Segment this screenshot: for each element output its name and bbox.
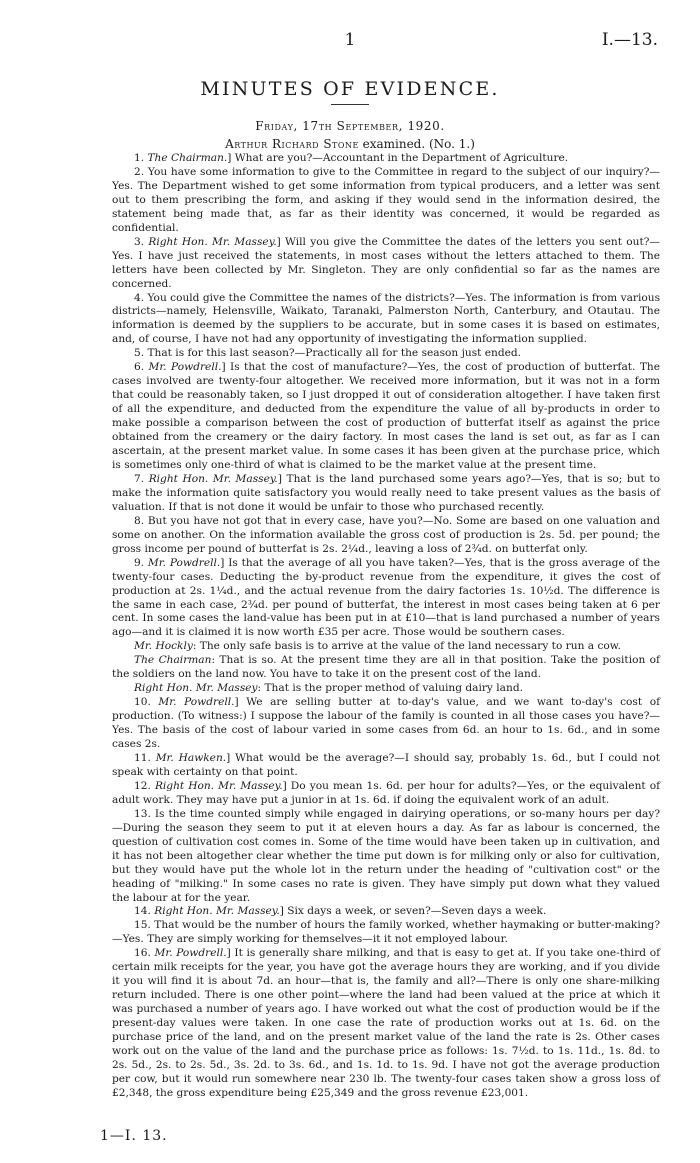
evidence-paragraph: 6. Mr. Powdrell.] Is that the cost of manufacture?—Yes, the cost of production of butterfat. The cases involved are twenty-four altogether. We received more information, but it was not in a form that could be reasonably taken, so I just dropped it out of consideration altogether. I have taken first of all the expenditure, and deducted from the expenditure the value of all by-products in order to make possible a comparison between the cost of production of butterfat itself as against the price obtained from the creamery or the dairy factory. In most cases the land is set out, as far as I can ascertain, at the present market value. In some cases it has been given at the purchase price, which is sometimes only one-third of what is claimed to be the market value at the present time.	[112, 361, 660, 471]
evidence-paragraph: 14. Right Hon. Mr. Massey.] Six days a week, or seven?—Seven days a week.	[134, 905, 547, 918]
evidence-paragraph: 7. Right Hon. Mr. Massey.] That is the land purchased some years ago?—Yes, that is so; but to make the information quite satisfactory you would really need to take present values as the basis of valuation. If that is not done it would be unfair to those who purchased recently.	[112, 472, 660, 513]
evidence-paragraph: 3. Right Hon. Mr. Massey.] Will you give the Committee the dates of the letters you sent out?—Yes. I have just received the statements, in most cases without the letters attached to them. The letters have been collected by Mr. Singleton. They are only confidential so far as the names are concerned.	[112, 235, 660, 290]
witness-name: Arthur Richard Stone	[225, 137, 359, 151]
evidence-paragraph: 15. That would be the number of hours the family worked, whether haymaking or butter-making?—Yes. They are simply working for themselves—it it not employed labour.	[112, 919, 660, 946]
speaker-name: Right Hon. Mr. Massey	[134, 682, 258, 695]
evidence-paragraph: Mr. Hockly: The only safe basis is to arrive at the value of the land necessary to run a cow.	[134, 640, 621, 653]
witness-line	[0, 137, 700, 151]
evidence-paragraph: 8. But you have not got that in every case, have you?—No. Some are based on one valuation and some on another. On the information available the gross cost of production is 2s. 5d. per pound; the gross income per pound of butterfat is 2s. 2¼d., leaving a loss of 2¾d. on butterfat only.	[112, 514, 660, 555]
evidence-paragraph: 12. Right Hon. Mr. Massey.] Do you mean 1s. 6d. per hour for adults?—Yes, or the equivalent of adult work. They may have put a junior in at 1s. 6d. if doing the equivalent work of an adult.	[112, 779, 661, 806]
evidence-paragraph: 16. Mr. Powdrell.] It is generally share milking, and that is easy to get at. If you take one-third of certain milk receipts for the year, you have got the average hours they are working, and if you divide it you will find it is about 7d. an hour—that is, the family and all?—There is only one share-milking return included. There is one other point—where the land had been valued at the price at which it was purchased a number of years ago. I have worked out what the cost of production would be if the present-day values were taken. In one case the rate of production works out at 1s. 6d. on the purchase price of the land, and on the present market value of the land the rate is 2s. Other cases work out on the value of the land and the purchase price as follows: 1s. 7½d. to 1s. 11d., 1s. 8d. to 2s. 5d., 2s. to 2s. 5d., 3s. 2d. to 3s. 6d., and 1s. 1d. to 1s. 9d. I have not got the average production per cow, but it would run somewhere near 230 lb. The twenty-four cases taken show a gross loss of £2,348, the gross expenditure being £25,349 and the gross revenue £23,001.	[112, 947, 661, 1099]
evidence-paragraph: 5. That is for this last season?—Practically all for the season just ended.	[134, 347, 522, 360]
evidence-body	[112, 152, 660, 1101]
evidence-paragraph: 11. Mr. Hawken.] What would be the average?—I should say, probably 1s. 6d., but I could not speak with certainty on that point.	[112, 751, 660, 778]
witness-suffix: examined. (No. 1.)	[358, 137, 475, 151]
printer-signature: 1—I. 13.	[100, 1128, 168, 1144]
speaker-name: Right Hon. Mr. Massey.	[154, 779, 283, 792]
evidence-paragraph: 2. You have some information to give to the Committee in regard to the subject of our inquiry?—Yes. The Department wished to get some information from typical producers, and a letter was sent out to them prescribing the form, and asking if they would send in the information desired, the statement being made that, as far as their identity was concerned, it would be regarded as confidential.	[112, 165, 660, 234]
document-title: MINUTES OF EVIDENCE.	[200, 78, 500, 100]
evidence-paragraph: 10. Mr. Powdrell.] We are selling butter at to-day's value, and we want to-day's cost of production. (To witness:) I suppose the labour of the family is counted in all those cases you have?—Yes. The basis of the cost of labour varied in some cases from 6d. an hour to 1s. 6d., and in some cases 2s.	[112, 696, 660, 751]
evidence-paragraph: 9. Mr. Powdrell.] Is that the average of all you have taken?—Yes, that is the gross average of the twenty-four cases. Deducting the by-product revenue from the expenditure, it gives the cost of production at 2s. 1¼d., and the actual revenue from the dairy factories 1s. 10½d. The difference is the same in each case, 2¾d. per pound of butterfat, the interest in most cases being taken at 6 per cent. In some cases the land-value has been put in at £10—that is land purchased a number of years ago—and it is claimed it is now worth £35 per acre. Those would be southern cases.	[112, 556, 660, 639]
speaker-name: Mr. Hockly	[134, 640, 193, 653]
dateline: Friday, 17th September, 1920.	[255, 119, 445, 133]
page-number: 1	[344, 30, 356, 50]
evidence-paragraph: 1. The Chairman.] What are you?—Accountant in the Department of Agriculture.	[134, 152, 569, 164]
speaker-name: Right Hon. Mr. Massey.	[154, 905, 280, 918]
evidence-paragraph: The Chairman: That is so. At the present time they are all in that position. Take the position of the soldiers on the land now. You have to take it on the present cost of the land.	[112, 654, 660, 681]
speaker-name: Mr. Powdrell.	[154, 947, 227, 960]
speaker-name: Right Hon. Mr. Massey.	[148, 472, 278, 485]
paper-reference: I.—13.	[601, 30, 658, 50]
speaker-name: Mr. Powdrell.	[148, 361, 222, 374]
speaker-name: Mr. Powdrell.	[147, 556, 221, 569]
speaker-name: The Chairman.	[147, 152, 228, 164]
evidence-paragraph: 4. You could give the Committee the names of the districts?—Yes. The information is from various districts—namely, Helensville, Waikato, Taranaki, Palmerston North, Canterbury, and Otautau. The information is deemed by the suppliers to be accurate, but in some cases it is based on estimates, and, of course, I have not had any opportunity of investigating the information supplied.	[112, 291, 660, 346]
speaker-name: Mr. Powdrell.	[158, 696, 235, 709]
evidence-paragraph: 13. Is the time counted simply while engaged in dairying operations, or so-many hours per day?—During the season they seem to put it at eleven hours a day. As far as labour is concerned, the question of cultivation cost comes in. Some of the time would have been taken up in cultivation, and it has not been altogether clear whether the time put down is for milking only or also for cultivation, but they would have put the whole lot in the return under the heading of "cultivation cost" or the heading of "milking." In some cases no rate is given. They have simply put down what they valued the labour at for the year.	[112, 807, 660, 904]
title-rule	[331, 104, 369, 105]
evidence-paragraph: Right Hon. Mr. Massey: That is the proper method of valuing dairy land.	[134, 682, 523, 695]
speaker-name: Right Hon. Mr. Massey.	[148, 235, 277, 248]
speaker-name: The Chairman	[134, 654, 212, 667]
speaker-name: Mr. Hawken.	[155, 751, 227, 764]
